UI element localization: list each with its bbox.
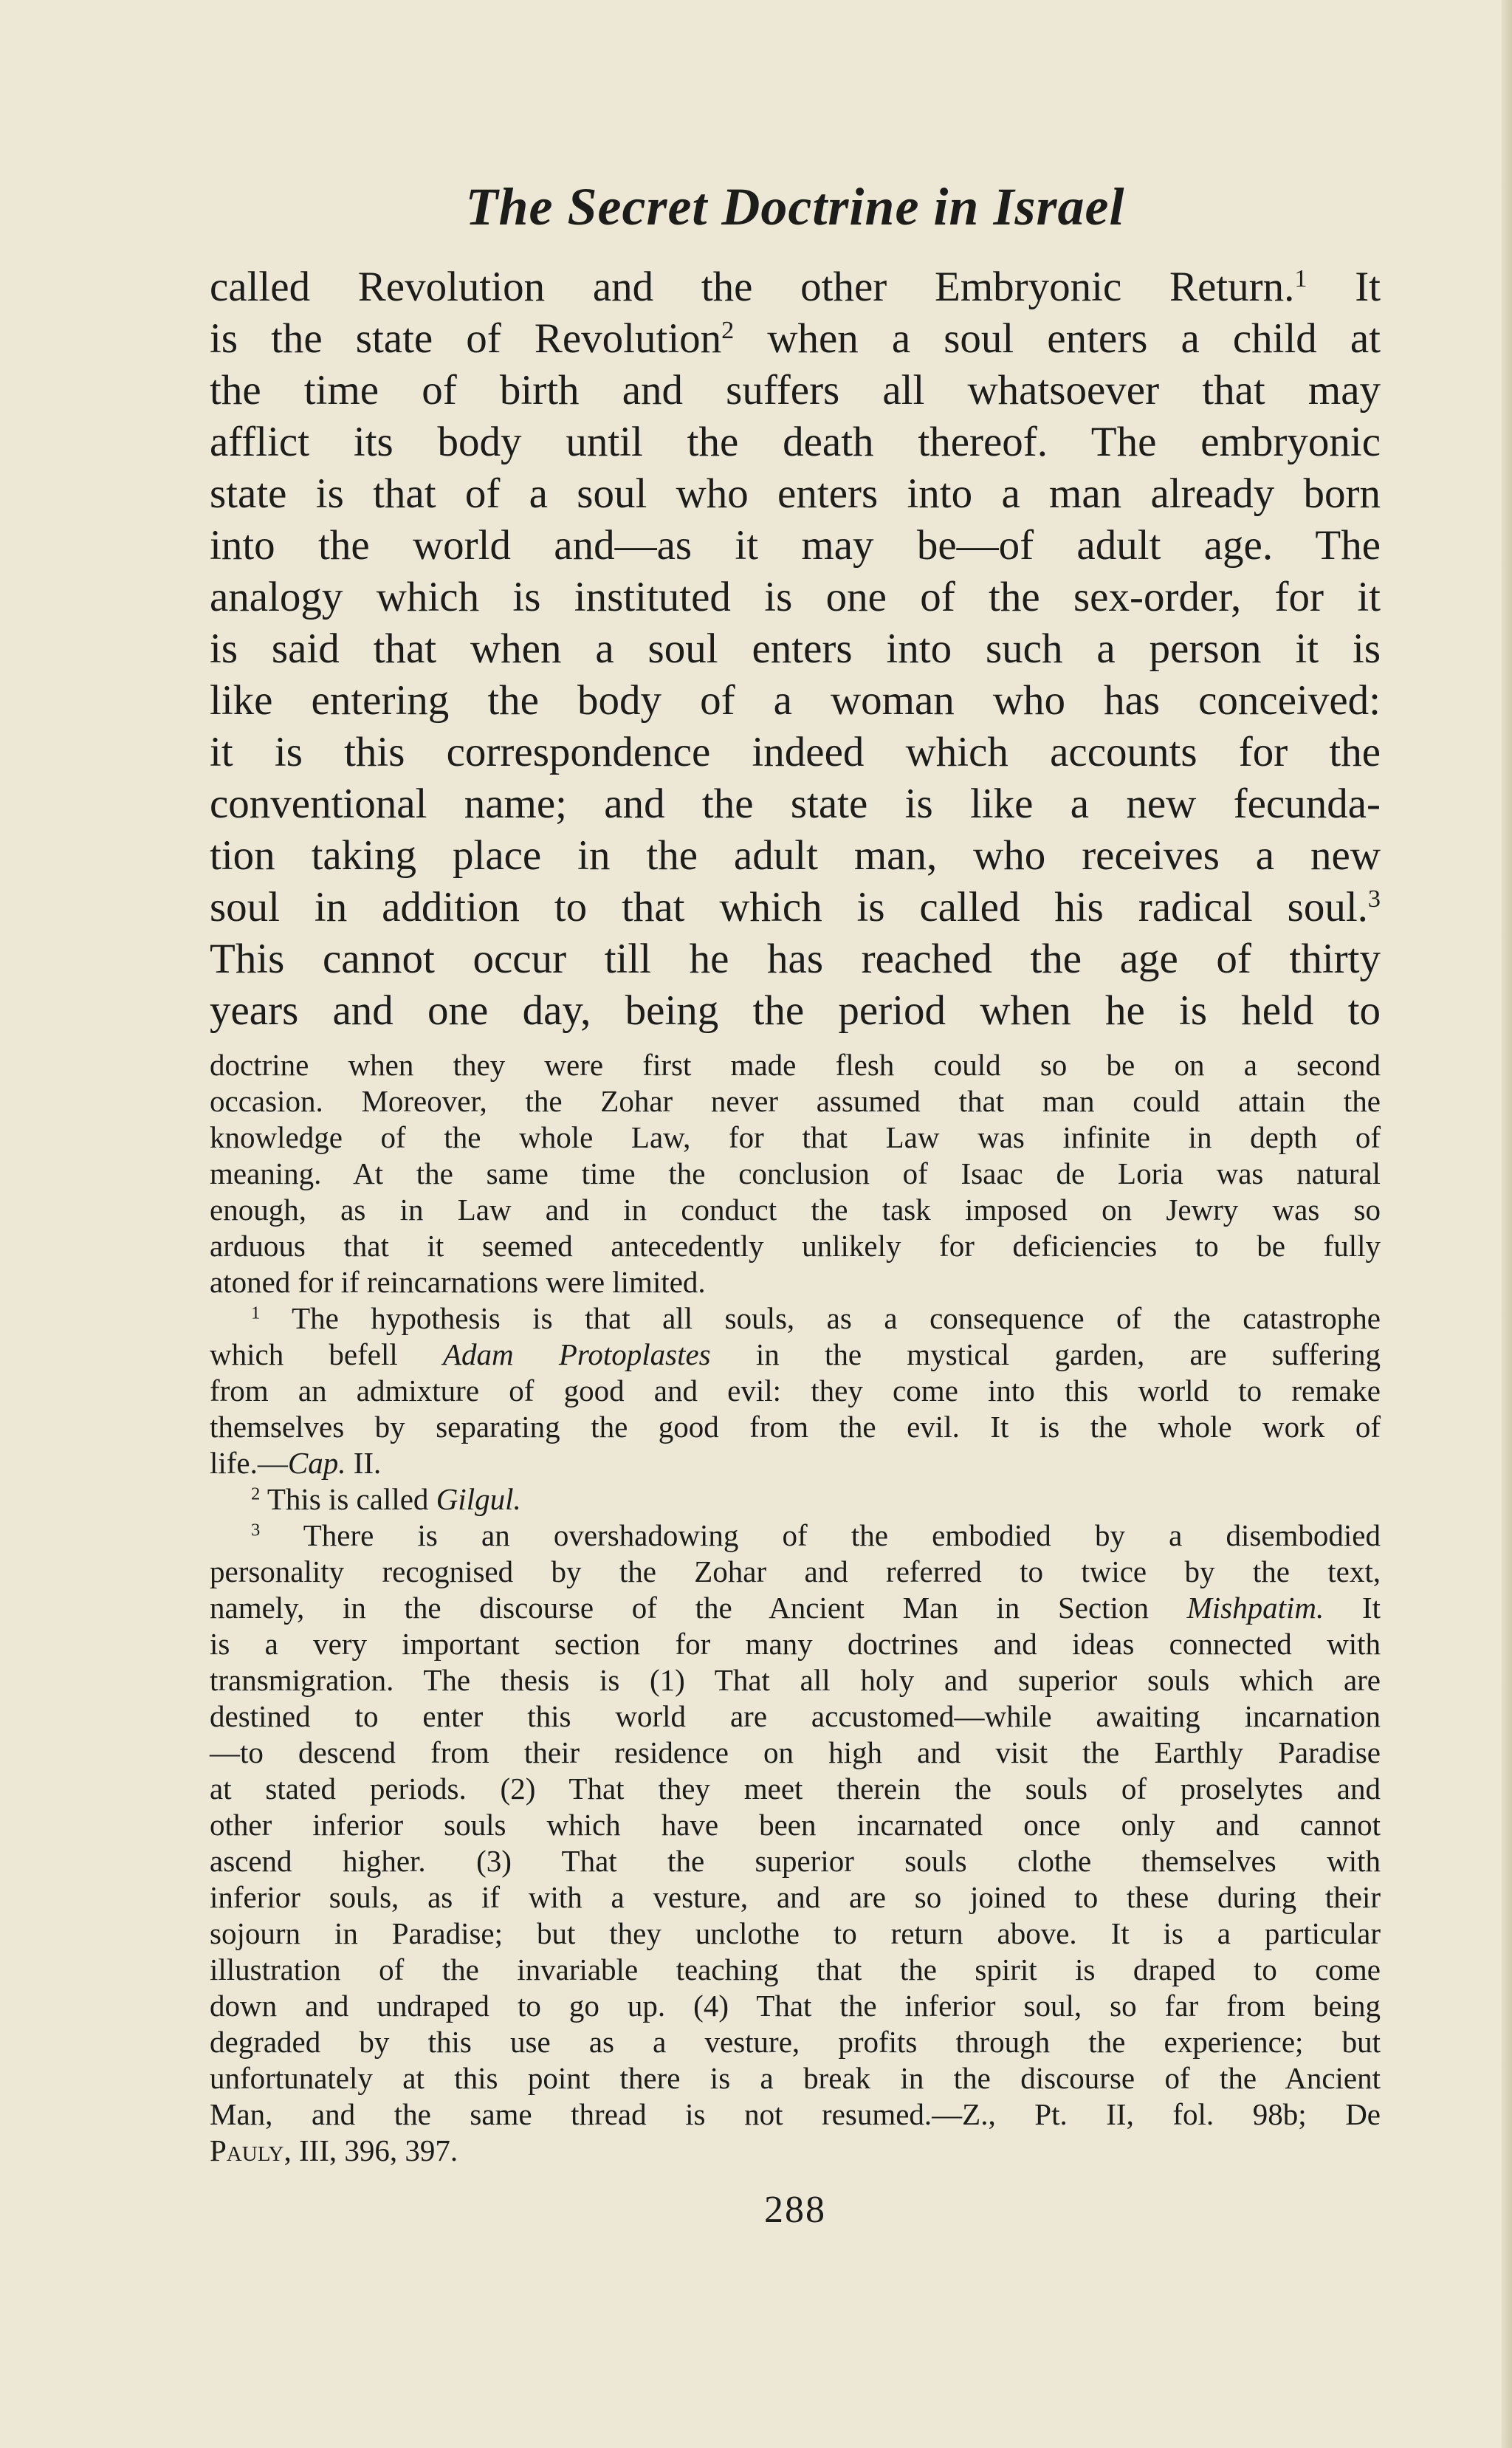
- body-line: is the state of Revolution$^2$ when a soul enters a child at: [210, 315, 1381, 362]
- footnote-line: —to descend from their residence on high and visit the Earthly Paradise: [210, 1735, 1381, 1769]
- footnote-line: $^2$ This is called Gilgul.: [251, 1482, 521, 1516]
- footnote-line: destined to enter this world are accustomed—while awaiting incarnation: [210, 1699, 1381, 1733]
- footnote-line: Man, and the same thread is not resumed.—Z., Pt. II, fol. 98b; De: [210, 2097, 1381, 2131]
- footnote-mark: 3: [251, 1520, 261, 1540]
- footnote-continuation: [210, 1047, 1381, 1300]
- body-line: called Revolution and the other Embryonic Return.$^1$ It: [210, 264, 1381, 310]
- footnote-line: personality recognised by the Zohar and referred to twice by the text,: [210, 1554, 1381, 1588]
- page-number: 288: [764, 2189, 826, 2231]
- footnote-line: $^3$ There is an overshadowing of the embodied by a disembodied: [251, 1518, 1381, 1552]
- footnote-line: ascend higher. (3) That the superior souls clothe themselves with: [210, 1844, 1381, 1878]
- body-line: the time of birth and suffers all whatsoever that may: [210, 367, 1381, 414]
- footnote-line: at stated periods. (2) That they meet therein the souls of proselytes and: [210, 1772, 1381, 1806]
- footnote-line: is a very important section for many doctrines and ideas connected with: [210, 1627, 1381, 1661]
- footnote-line: which befell Adam Protoplastes in the mystical garden, are suffering: [210, 1337, 1381, 1371]
- body-line: tion taking place in the adult man, who receives a new: [210, 832, 1381, 879]
- running-head: The Secret Doctrine in Israel: [465, 177, 1125, 236]
- body-line: it is this correspondence indeed which accounts for the: [210, 729, 1381, 775]
- footnote-mark: 2: [251, 1484, 261, 1504]
- body-line: state is that of a soul who enters into a man already born: [210, 470, 1381, 517]
- footnote-3: [210, 1518, 1381, 2169]
- body-line: years and one day, being the period when he is held to: [210, 987, 1381, 1034]
- footnote-line: other inferior souls which have been incarnated once only and cannot: [210, 1808, 1381, 1842]
- body-line: analogy which is instituted is one of the sex-order, for it: [210, 574, 1381, 620]
- footnote-line: Pauly, III, 396, 397.: [210, 2133, 458, 2167]
- footnote-line: themselves by separating the good from the evil. It is the whole work of: [210, 1410, 1381, 1444]
- footnote-line: inferior souls, as if with a vesture, and are so joined to these during their: [210, 1880, 1381, 1914]
- footnote-1: [210, 1300, 1381, 1481]
- body-line: afflict its body until the death thereof. The embryonic: [210, 419, 1381, 465]
- footnote-mark: 1: [251, 1303, 261, 1323]
- body-line: like entering the body of a woman who has conceived:: [210, 677, 1381, 724]
- footnote-line: unfortunately at this point there is a break in the discourse of the Ancient: [210, 2061, 1381, 2095]
- footnote-ref-3: 3: [1367, 885, 1381, 913]
- footnote-line: down and undraped to go up. (4) That the inferior soul, so far from being: [210, 1989, 1381, 2023]
- body-line: into the world and—as it may be—of adult age. The: [210, 522, 1381, 569]
- footnote-line: knowledge of the whole Law, for that Law was infinite in depth of: [210, 1120, 1381, 1154]
- body-line: conventional name; and the state is like a new fecunda-: [210, 781, 1381, 827]
- footnote-line: doctrine when they were first made flesh could so be on a second: [210, 1048, 1381, 1082]
- body-text: [210, 261, 1381, 1037]
- footnote-line: atoned for if reincarnations were limited.: [210, 1265, 706, 1299]
- footnote-line: transmigration. The thesis is (1) That all holy and superior souls which are: [210, 1663, 1381, 1697]
- footnote-line: meaning. At the same time the conclusion of Isaac de Loria was natural: [210, 1156, 1381, 1190]
- body-line: soul in addition to that which is called his radical soul.$^3$: [210, 884, 1381, 930]
- footnote-line: illustration of the invariable teaching that the spirit is draped to come: [210, 1952, 1381, 1986]
- footnote-ref-1: 1: [1294, 265, 1307, 293]
- page-edge-shadow: [1502, 0, 1512, 2448]
- footnote-line: degraded by this use as a vesture, profits through the experience; but: [210, 2025, 1381, 2059]
- footnotes: [210, 1047, 1381, 2169]
- footnote-line: namely, in the discourse of the Ancient Man in Section Mishpatim. It: [210, 1591, 1381, 1625]
- footnote-line: from an admixture of good and evil: they come into this world to remake: [210, 1374, 1381, 1408]
- footnote-line: $^1$ The hypothesis is that all souls, as a consequence of the catastrophe: [251, 1301, 1381, 1335]
- footnote-line: arduous that it seemed antecedently unlikely for deficiencies to be fully: [210, 1229, 1381, 1263]
- footnote-line: sojourn in Paradise; but they unclothe to return above. It is a particular: [210, 1916, 1381, 1950]
- body-line: This cannot occur till he has reached the age of thirty: [210, 936, 1381, 982]
- footnote-line: occasion. Moreover, the Zohar never assumed that man could attain the: [210, 1084, 1381, 1118]
- footnote-ref-2: 2: [721, 317, 735, 345]
- footnote-line: life.—Cap. II.: [210, 1446, 382, 1480]
- footnote-2: [210, 1481, 1381, 1518]
- book-page: [210, 170, 1381, 2232]
- footnote-line: enough, as in Law and in conduct the task imposed on Jewry was so: [210, 1193, 1381, 1227]
- body-line: is said that when a soul enters into such a person it is: [210, 625, 1381, 672]
